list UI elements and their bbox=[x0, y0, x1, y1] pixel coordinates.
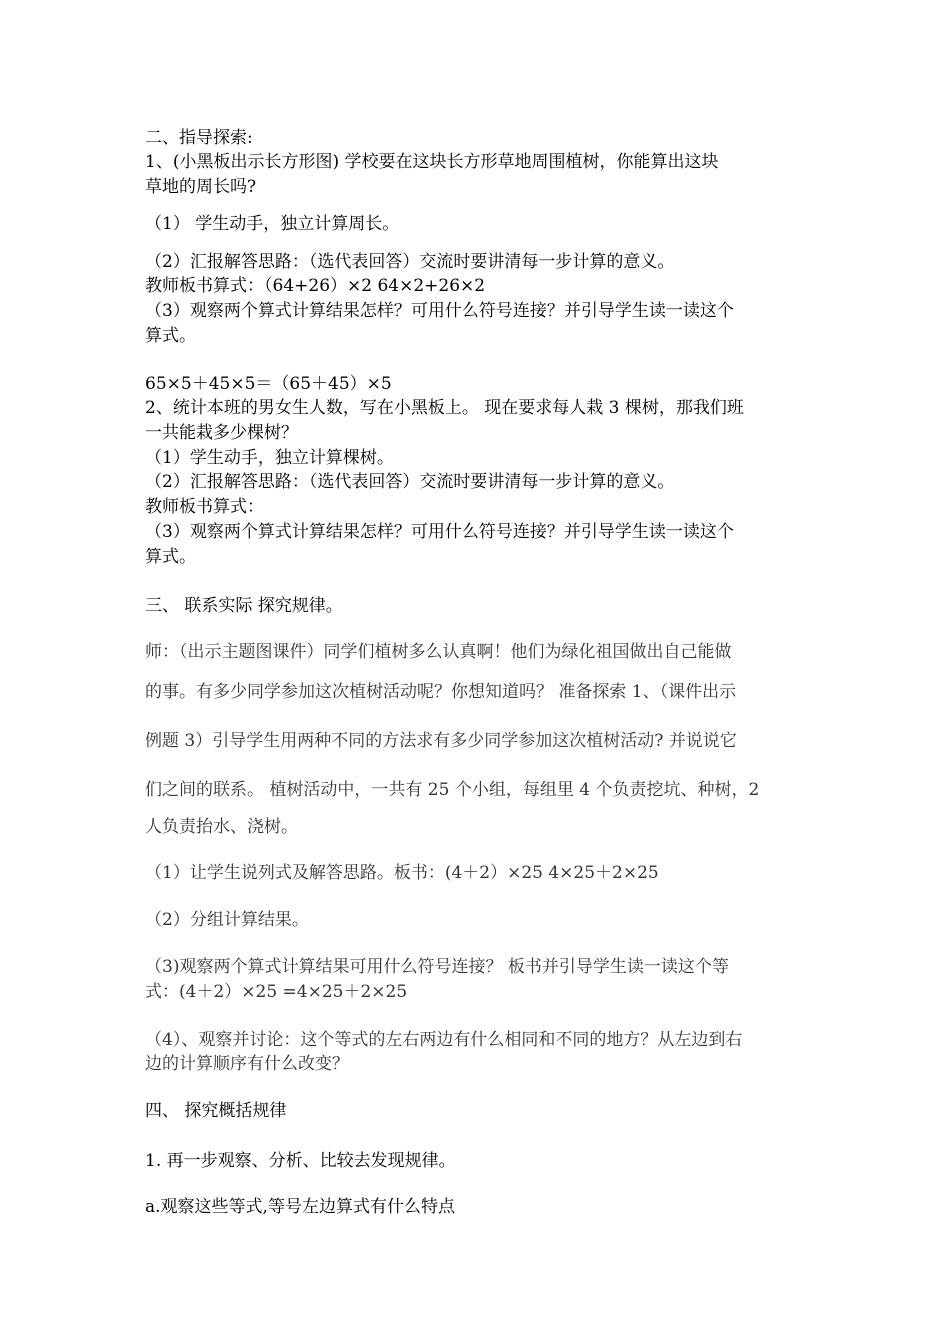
paragraph-line: 教师板书算式：（64+26）×2 64×2+26×2 bbox=[145, 276, 486, 296]
paragraph-line: （3）观察两个算式计算结果怎样？可用什么符号连接？并引导学生读一读这个 bbox=[145, 522, 734, 542]
paragraph-line: （2）汇报解答思路：（选代表回答）交流时要讲清每一步计算的意义。 bbox=[145, 252, 675, 272]
paragraph-line: 人负责抬水、浇树。 bbox=[145, 817, 298, 837]
formula-line: 式：(4＋2）×25 =4×25＋2×25 bbox=[145, 982, 408, 1002]
paragraph-line: （3）观察两个算式计算结果怎样？可用什么符号连接？并引导学生读一读这个 bbox=[145, 301, 734, 321]
formula-line: 65×5＋45×5＝（65＋45）×5 bbox=[145, 374, 392, 394]
paragraph-line: 1、(小黑板出示长方形图) 学校要在这块长方形草地周围植树，你能算出这块 bbox=[145, 152, 719, 172]
paragraph-line: （3)观察两个算式计算结果可用什么符号连接？ 板书并引导学生读一读这个等 bbox=[145, 957, 729, 977]
paragraph-line: （2）汇报解答思路：（选代表回答）交流时要讲清每一步计算的意义。 bbox=[145, 472, 675, 492]
paragraph-line: 草地的周长吗? bbox=[145, 177, 257, 197]
paragraph-line: 师：（出示主题图课件）同学们植树多么认真啊！他们为绿化祖国做出自己能做 bbox=[145, 642, 732, 662]
paragraph-line: 教师板书算式： bbox=[145, 497, 264, 517]
paragraph-line: 1. 再一步观察、分析、比较去发现规律。 bbox=[145, 1151, 456, 1171]
paragraph-line: 的事。有多少同学参加这次植树活动呢？你想知道吗？ 准备探索 1、（课件出示 bbox=[145, 682, 737, 702]
paragraph-line: （2）分组计算结果。 bbox=[145, 910, 309, 930]
paragraph-line: 2、统计本班的男女生人数，写在小黑板上。 现在要求每人栽 3 棵树，那我们班 bbox=[145, 398, 744, 418]
paragraph-line: （1）让学生说列式及解答思路。板书：(4＋2）×25 4×25＋2×25 bbox=[145, 863, 659, 883]
heading-section-2: 二、指导探索: bbox=[145, 128, 253, 148]
paragraph-line: 边的计算顺序有什么改变？ bbox=[145, 1054, 349, 1074]
paragraph-line: （1）学生动手，独立计算棵树。 bbox=[145, 448, 394, 468]
paragraph-line: 算式。 bbox=[145, 326, 196, 346]
paragraph-line: 例题 3）引导学生用两种不同的方法求有多少同学参加这次植树活动? 并说说它 bbox=[145, 731, 737, 751]
paragraph-line: （1） 学生动手，独立计算周长。 bbox=[145, 214, 400, 234]
paragraph-line: 一共能栽多少棵树？ bbox=[145, 423, 298, 443]
paragraph-line: （4）、观察并讨论：这个等式的左右两边有什么相同和不同的地方？从左边到右 bbox=[145, 1030, 743, 1050]
heading-section-3: 三、 联系实际 探究规律。 bbox=[145, 596, 343, 616]
heading-section-4: 四、 探究概括规律 bbox=[145, 1101, 287, 1121]
paragraph-line: 算式。 bbox=[145, 547, 196, 567]
paragraph-line: 们之间的联系。 植树活动中，一共有 25 个小组，每组里 4 个负责挖坑、种树，2 bbox=[145, 780, 760, 800]
paragraph-line: a.观察这些等式,等号左边算式有什么特点 bbox=[145, 1197, 455, 1217]
